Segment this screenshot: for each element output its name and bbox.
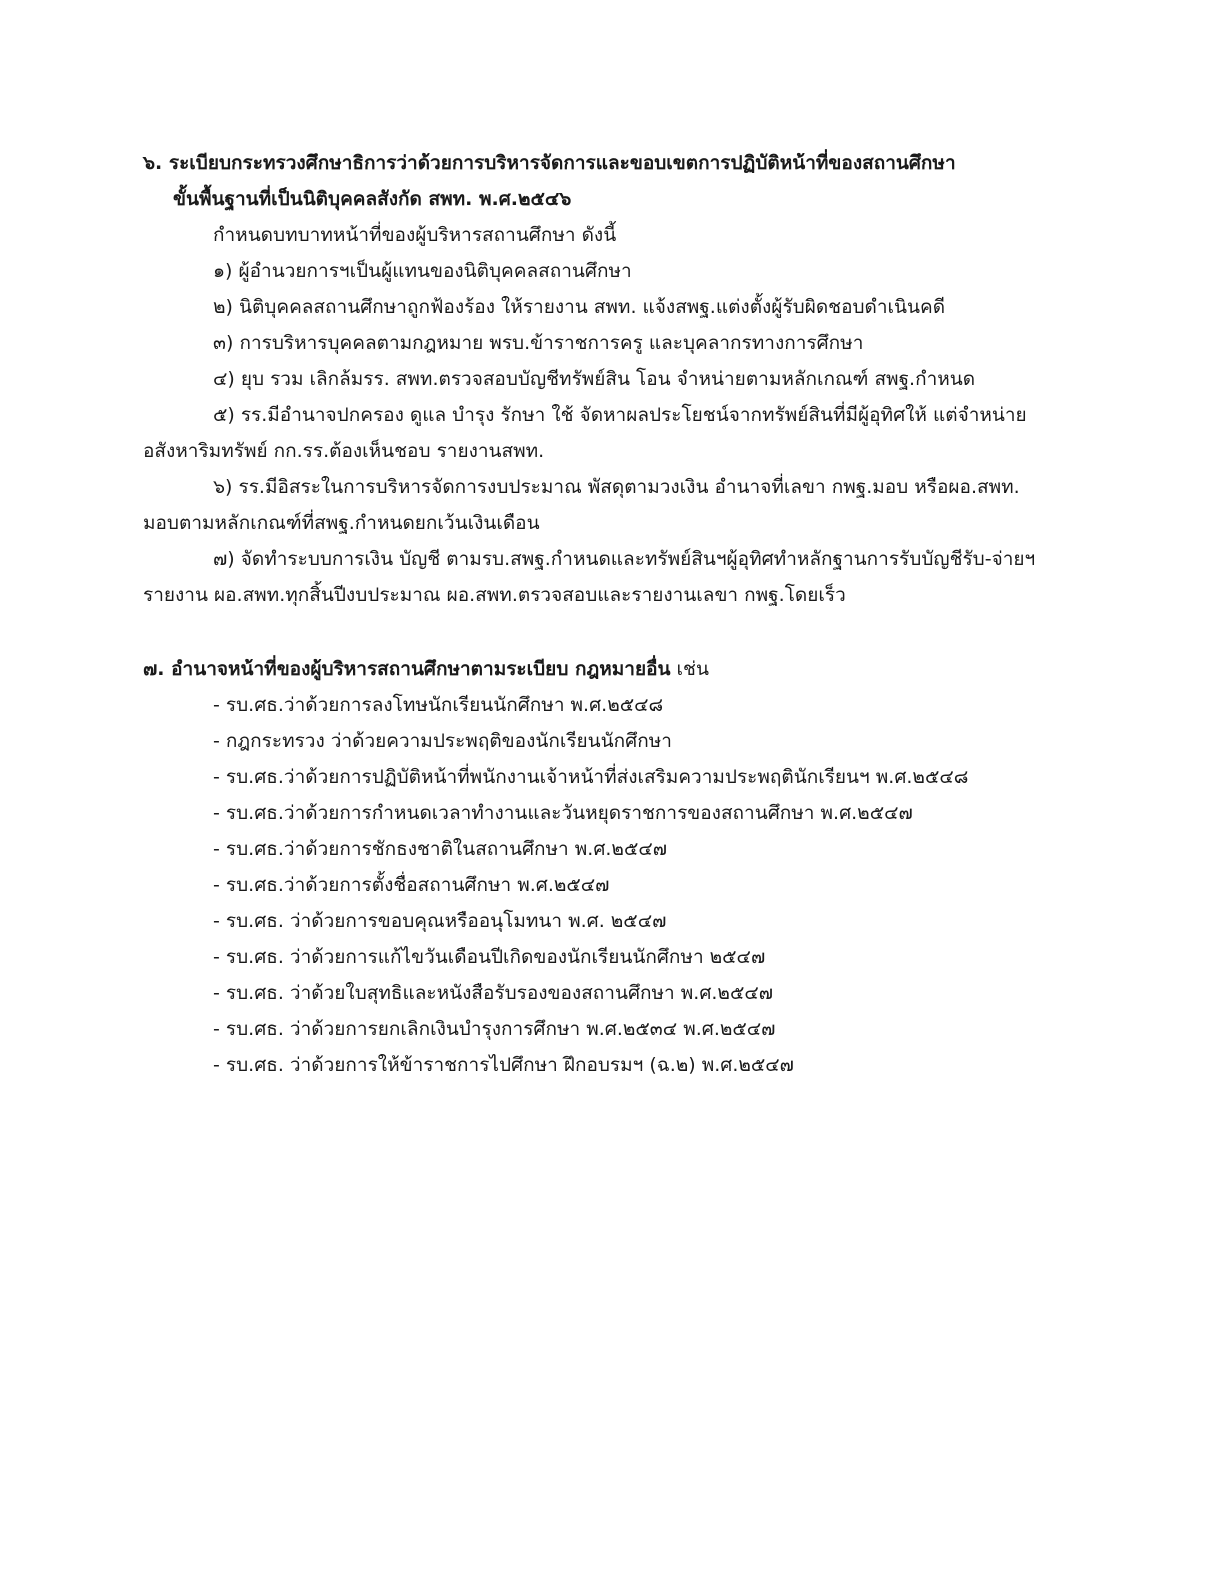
section-7-heading: [143, 651, 1083, 687]
section-6-item-6-continued: มอบตามหลักเกณฑ์ที่สพฐ.กำหนดยกเว้นเงินเดือน: [143, 512, 540, 534]
section-6-item-5-continued: อสังหาริมทรัพย์ กก.รร.ต้องเห็นชอบ รายงานสพท.: [143, 440, 545, 462]
section-7-item-5: - รบ.ศธ.ว่าด้วยการชักธงชาติในสถานศึกษา พ.ศ.๒๕๔๗: [213, 838, 667, 860]
section-6-item-4: ๔) ยุบ รวม เลิกล้มรร. สพท.ตรวจสอบบัญชีทรัพย์สิน โอน จำหน่ายตามหลักเกณฑ์ สพฐ.กำหนด: [213, 368, 976, 390]
section-6-item-7-continued: รายงาน ผอ.สพท.ทุกสิ้นปีงบประมาณ ผอ.สพท.ตรวจสอบและรายงานเลขา กพฐ.โดยเร็ว: [143, 584, 846, 606]
section-7-item-2: - กฎกระทรวง ว่าด้วยความประพฤติของนักเรียนนักศึกษา: [213, 730, 672, 752]
section-6-item-1: ๑) ผู้อำนวยการฯเป็นผู้แทนของนิติบุคคลสถานศึกษา: [213, 260, 632, 282]
section-6-item-5: ๕) รร.มีอำนาจปกครอง ดูแล บำรุง รักษา ใช้ จัดหาผลประโยชน์จากทรัพย์สินที่มีผู้อุทิศให้ แต่จำหน่าย: [213, 404, 1027, 426]
section-6-item-6: ๖) รร.มีอิสระในการบริหารจัดการงบประมาณ พัสดุตามวงเงิน อำนาจที่เลขา กพฐ.มอบ หรือผอ.สพท.: [213, 476, 1020, 498]
section-6-intro: กำหนดบทบาทหน้าที่ของผู้บริหารสถานศึกษา ดังนี้: [213, 224, 617, 246]
section-6-item-2: ๒) นิติบุคคลสถานศึกษาถูกฟ้องร้อง ให้รายงาน สพท. แจ้งสพฐ.แต่งตั้งผู้รับผิดชอบดำเนินคดี: [213, 296, 946, 318]
section-6-heading-continued: ขั้นพื้นฐานที่เป็นนิติบุคคลสังกัด สพท. พ.ศ.๒๕๔๖: [173, 188, 572, 210]
section-7-item-3: - รบ.ศธ.ว่าด้วยการปฏิบัติหน้าที่พนักงานเจ้าหน้าที่ส่งเสริมความประพฤตินักเรียนฯ พ.ศ.๒๕๔๘: [213, 766, 969, 788]
section-7-item-8: - รบ.ศธ. ว่าด้วยการแก้ไขวันเดือนปีเกิดของนักเรียนนักศึกษา ๒๕๔๗: [213, 946, 766, 968]
section-7-item-11: - รบ.ศธ. ว่าด้วยการให้ข้าราชการไปศึกษา ฝึกอบรมฯ (ฉ.๒) พ.ศ.๒๕๔๗: [213, 1054, 794, 1076]
section-7-item-1: - รบ.ศธ.ว่าด้วยการลงโทษนักเรียนนักศึกษา พ.ศ.๒๕๔๘: [213, 694, 664, 716]
section-7-heading-suffix: เช่น: [670, 658, 709, 680]
section-6-item-7: ๗) จัดทำระบบการเงิน บัญชี ตามรบ.สพฐ.กำหนดและทรัพย์สินฯผู้อุทิศทำหลักฐานการรับบัญชีรับ-จ่ายฯ: [213, 548, 1036, 570]
section-7-heading-bold: ๗. อำนาจหน้าที่ของผู้บริหารสถานศึกษาตามระเบียบ กฎหมายอื่น: [143, 658, 671, 680]
section-7-item-4: - รบ.ศธ.ว่าด้วยการกำหนดเวลาทำงานและวันหยุดราชการของสถานศึกษา พ.ศ.๒๕๔๗: [213, 802, 913, 824]
section-7-item-7: - รบ.ศธ. ว่าด้วยการขอบคุณหรืออนุโมทนา พ.ศ. ๒๕๔๗: [213, 910, 667, 932]
section-6-item-3: ๓) การบริหารบุคคลตามกฎหมาย พรบ.ข้าราชการครู และบุคลากรทางการศึกษา: [213, 332, 864, 354]
document-page: [143, 145, 1083, 1083]
section-7-item-9: - รบ.ศธ. ว่าด้วยใบสุทธิและหนังสือรับรองของสถานศึกษา พ.ศ.๒๕๔๗: [213, 982, 773, 1004]
section-7-item-10: - รบ.ศธ. ว่าด้วยการยกเลิกเงินบำรุงการศึกษา พ.ศ.๒๕๓๔ พ.ศ.๒๕๔๗: [213, 1018, 776, 1040]
section-7-item-6: - รบ.ศธ.ว่าด้วยการตั้งชื่อสถานศึกษา พ.ศ.๒๕๔๗: [213, 874, 610, 896]
section-spacer: [143, 613, 1083, 651]
section-6-heading: ๖. ระเบียบกระทรวงศึกษาธิการว่าด้วยการบริหารจัดการและขอบเขตการปฏิบัติหน้าที่ของสถานศึกษา: [143, 152, 956, 174]
